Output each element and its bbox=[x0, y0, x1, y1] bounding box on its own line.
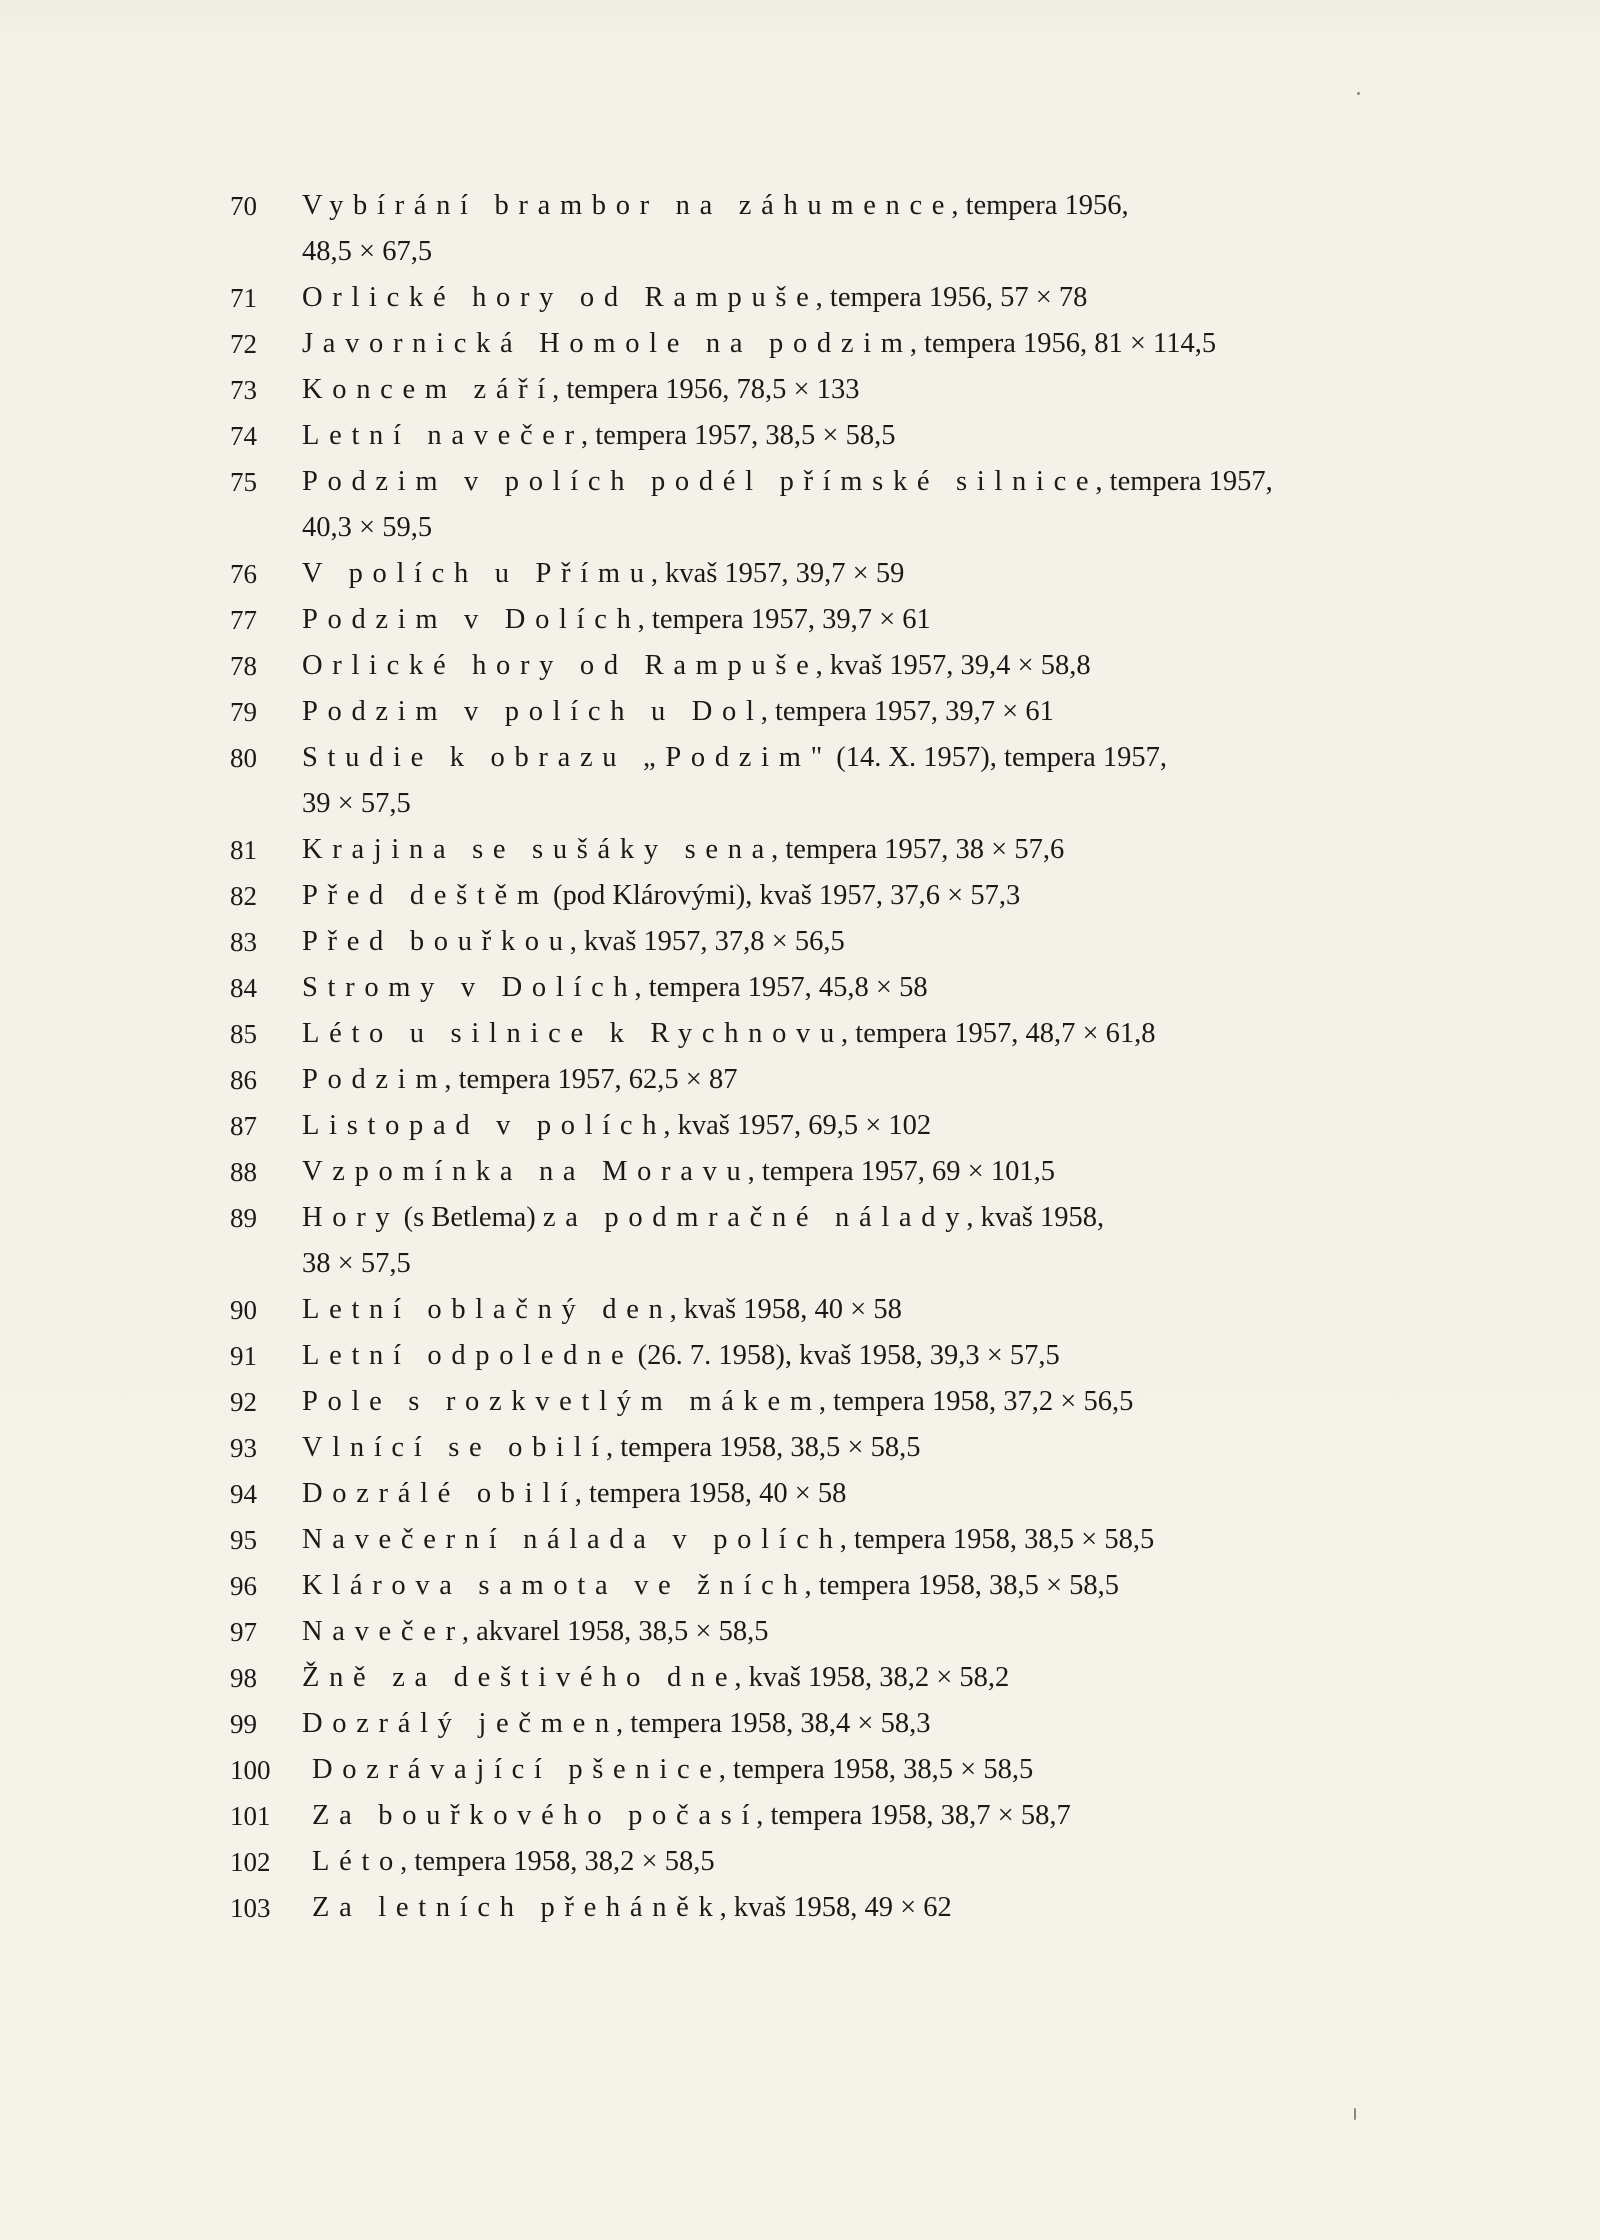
entry-text bbox=[230, 1885, 1380, 1931]
entry-title: Vlnící se obilí bbox=[302, 1432, 609, 1463]
entry-details: , tempera 1956, 81 × 114,5 bbox=[909, 328, 1217, 359]
entry-title: Léto u silnice k Rychnovu bbox=[302, 1018, 844, 1049]
entry-details: , tempera 1958, 38,2 × 58,5 bbox=[400, 1846, 715, 1877]
entry-number: 100 bbox=[230, 1755, 271, 1785]
entry-number: 97 bbox=[230, 1617, 257, 1647]
entry-details: , tempera 1957, 38,5 × 58,5 bbox=[581, 420, 896, 451]
entry-number: 82 bbox=[230, 881, 257, 911]
entry-dimensions-continued: 39 × 57,5 bbox=[302, 788, 411, 819]
entry-title: Podzim v polích podél přímské silnice bbox=[302, 466, 1099, 497]
entry-title: Listopad v polích bbox=[302, 1110, 667, 1141]
entry-number: 75 bbox=[230, 467, 257, 497]
entry-number: 94 bbox=[230, 1479, 257, 1509]
entry-details: , tempera 1957, 39,7 × 61 bbox=[760, 696, 1054, 727]
entry-text bbox=[230, 919, 1380, 965]
catalog-entry bbox=[230, 597, 1380, 643]
entry-title-rest: za podmračné nálady bbox=[542, 1202, 970, 1233]
entry-text bbox=[230, 275, 1380, 321]
entry-number: 73 bbox=[230, 375, 257, 405]
entry-text bbox=[230, 1287, 1380, 1333]
entry-details: , kvaš 1957, 69,5 × 102 bbox=[663, 1110, 932, 1141]
entry-number: 71 bbox=[230, 283, 257, 313]
entry-number: 99 bbox=[230, 1709, 257, 1739]
entry-title: Letní odpoledne bbox=[302, 1340, 634, 1371]
entry-details: , tempera 1957, 48,7 × 61,8 bbox=[841, 1018, 1156, 1049]
entry-details: , tempera 1956, 78,5 × 133 bbox=[552, 374, 860, 405]
entry-text bbox=[230, 1747, 1380, 1793]
entry-text bbox=[230, 643, 1380, 689]
entry-number: 87 bbox=[230, 1111, 257, 1141]
catalog-entry bbox=[230, 1517, 1380, 1563]
entry-title: Pole s rozkvetlým mákem bbox=[302, 1386, 822, 1417]
entry-number: 93 bbox=[230, 1433, 257, 1463]
catalog-entry bbox=[230, 459, 1380, 551]
catalog-entry bbox=[230, 689, 1380, 735]
entry-title: Žně za deštivého dne bbox=[302, 1662, 738, 1693]
catalog-entry bbox=[230, 1149, 1380, 1195]
entry-dimensions-continued: 48,5 × 67,5 bbox=[302, 236, 433, 267]
entry-title: Krajina se sušáky sena bbox=[302, 834, 774, 865]
entry-title: Studie k obrazu „Podzim" bbox=[302, 742, 832, 773]
entry-text bbox=[230, 1103, 1380, 1149]
entry-number: 95 bbox=[230, 1525, 257, 1555]
catalog-entry bbox=[230, 1103, 1380, 1149]
entry-number: 103 bbox=[230, 1893, 271, 1923]
catalog-entry bbox=[230, 1425, 1380, 1471]
entry-text bbox=[230, 1517, 1380, 1563]
entry-details: , kvaš 1957, 39,4 × 58,8 bbox=[815, 650, 1091, 681]
entry-text bbox=[230, 597, 1380, 643]
entry-details: , tempera 1958, 37,2 × 56,5 bbox=[818, 1386, 1134, 1417]
entry-number: 80 bbox=[230, 743, 257, 773]
entry-text bbox=[230, 367, 1380, 413]
entry-title: Vzpomínka na Moravu bbox=[302, 1156, 751, 1187]
entry-title: Dozrávající pšenice bbox=[312, 1754, 722, 1785]
entry-details: , tempera 1956, 57 × 78 bbox=[815, 282, 1088, 313]
entry-number: 74 bbox=[230, 421, 257, 451]
entry-details: , kvaš 1958, 38,2 × 58,2 bbox=[734, 1662, 1010, 1693]
entry-title: Dozrálé obilí bbox=[302, 1478, 578, 1509]
entry-text bbox=[230, 1195, 1380, 1241]
entry-text bbox=[230, 413, 1380, 459]
entry-details: , tempera 1957, bbox=[1095, 466, 1273, 497]
artwork-catalog-list bbox=[230, 183, 1380, 1931]
entry-text bbox=[230, 183, 1380, 229]
catalog-entry bbox=[230, 1471, 1380, 1517]
catalog-entry bbox=[230, 1609, 1380, 1655]
entry-text bbox=[230, 1839, 1380, 1885]
catalog-entry bbox=[230, 1701, 1380, 1747]
entry-details: , kvaš 1958, bbox=[966, 1202, 1105, 1233]
entry-title: Hory bbox=[302, 1202, 400, 1233]
catalog-entry bbox=[230, 1655, 1380, 1701]
catalog-entry bbox=[230, 1195, 1380, 1287]
entry-dimensions-continued: 40,3 × 59,5 bbox=[302, 512, 433, 543]
catalog-entry bbox=[230, 1793, 1380, 1839]
entry-text bbox=[230, 1701, 1380, 1747]
catalog-entry bbox=[230, 1379, 1380, 1425]
entry-text bbox=[230, 1471, 1380, 1517]
entry-title: V polích u Přímu bbox=[302, 558, 654, 589]
entry-number: 78 bbox=[230, 651, 257, 681]
entry-number: 90 bbox=[230, 1295, 257, 1325]
entry-title: Klárova samota ve žních bbox=[302, 1570, 808, 1601]
entry-details: , tempera 1956, bbox=[951, 190, 1129, 221]
catalog-entry bbox=[230, 965, 1380, 1011]
catalog-entry bbox=[230, 1333, 1380, 1379]
entry-number: 85 bbox=[230, 1019, 257, 1049]
catalog-entry bbox=[230, 1885, 1380, 1931]
entry-details: , tempera 1958, 38,5 × 58,5 bbox=[839, 1524, 1155, 1555]
entry-details: (26. 7. 1958), kvaš 1958, 39,3 × 57,5 bbox=[630, 1340, 1060, 1371]
entry-text bbox=[230, 1425, 1380, 1471]
entry-number: 101 bbox=[230, 1801, 271, 1831]
catalog-entry bbox=[230, 551, 1380, 597]
catalog-entry bbox=[230, 735, 1380, 827]
entry-title: Za bouřkového počasí bbox=[312, 1800, 760, 1831]
entry-number: 76 bbox=[230, 559, 257, 589]
catalog-entry bbox=[230, 1057, 1380, 1103]
entry-number: 79 bbox=[230, 697, 257, 727]
catalog-entry bbox=[230, 1747, 1380, 1793]
catalog-entry bbox=[230, 413, 1380, 459]
entry-title: Podzim v polích u Dol bbox=[302, 696, 764, 727]
entry-text bbox=[230, 1655, 1380, 1701]
entry-number: 81 bbox=[230, 835, 257, 865]
entry-text bbox=[230, 1149, 1380, 1195]
entry-title: Koncem září bbox=[302, 374, 555, 405]
entry-title: Za letních přeháněk bbox=[312, 1892, 723, 1923]
entry-text bbox=[230, 1793, 1380, 1839]
entry-details: , tempera 1958, 38,5 × 58,5 bbox=[606, 1432, 921, 1463]
entry-number: 77 bbox=[230, 605, 257, 635]
catalog-entry bbox=[230, 1011, 1380, 1057]
entry-text bbox=[230, 1563, 1380, 1609]
entry-details: , tempera 1957, 45,8 × 58 bbox=[634, 972, 928, 1003]
entry-dimensions-continued: 38 × 57,5 bbox=[302, 1248, 411, 1279]
entry-text bbox=[230, 1057, 1380, 1103]
entry-number: 98 bbox=[230, 1663, 257, 1693]
entry-text bbox=[230, 321, 1380, 367]
entry-details: , kvaš 1958, 40 × 58 bbox=[669, 1294, 902, 1325]
entry-title: Javornická Homole na podzim bbox=[302, 328, 913, 359]
entry-text bbox=[230, 827, 1380, 873]
entry-details: , tempera 1958, 38,5 × 58,5 bbox=[718, 1754, 1034, 1785]
entry-details: , kvaš 1958, 49 × 62 bbox=[719, 1892, 952, 1923]
catalog-entry bbox=[230, 873, 1380, 919]
catalog-entry bbox=[230, 1287, 1380, 1333]
entry-title: Vybírání brambor na záhumence bbox=[302, 190, 955, 221]
entry-title: Navečerní nálada v polích bbox=[302, 1524, 843, 1555]
catalog-entry bbox=[230, 1563, 1380, 1609]
entry-text bbox=[230, 873, 1380, 919]
entry-title: Před bouřkou bbox=[302, 926, 573, 957]
entry-title: Stromy v Dolích bbox=[302, 972, 638, 1003]
page-speck bbox=[1357, 92, 1360, 95]
entry-title: Letní navečer bbox=[302, 420, 584, 451]
entry-title: Podzim bbox=[302, 1064, 448, 1095]
entry-details: , tempera 1957, 69 × 101,5 bbox=[747, 1156, 1055, 1187]
entry-details: , akvarel 1958, 38,5 × 58,5 bbox=[461, 1616, 769, 1647]
entry-title: Podzim v Dolích bbox=[302, 604, 641, 635]
entry-details: (pod Klárovými), kvaš 1957, 37,6 × 57,3 bbox=[545, 880, 1021, 911]
catalog-entry bbox=[230, 919, 1380, 965]
entry-title: Orlické hory od Rampuše bbox=[302, 282, 819, 313]
page-speck bbox=[1354, 2108, 1356, 2120]
entry-title: Dozrálý ječmen bbox=[302, 1708, 619, 1739]
entry-text bbox=[230, 551, 1380, 597]
entry-text bbox=[230, 735, 1380, 781]
catalog-entry bbox=[230, 643, 1380, 689]
entry-details: , tempera 1957, 39,7 × 61 bbox=[637, 604, 931, 635]
entry-title: Léto bbox=[312, 1846, 403, 1877]
entry-details: , tempera 1958, 40 × 58 bbox=[574, 1478, 847, 1509]
entry-details: , tempera 1957, 38 × 57,6 bbox=[771, 834, 1065, 865]
entry-details: , tempera 1958, 38,5 × 58,5 bbox=[804, 1570, 1120, 1601]
entry-number: 92 bbox=[230, 1387, 257, 1417]
entry-text bbox=[230, 1379, 1380, 1425]
entry-details: , kvaš 1957, 37,8 × 56,5 bbox=[569, 926, 845, 957]
entry-details: , tempera 1958, 38,4 × 58,3 bbox=[616, 1708, 931, 1739]
catalog-entry bbox=[230, 367, 1380, 413]
entry-title: Orlické hory od Rampuše bbox=[302, 650, 819, 681]
entry-text bbox=[230, 1011, 1380, 1057]
entry-title: Navečer bbox=[302, 1616, 465, 1647]
entry-text bbox=[230, 1333, 1380, 1379]
entry-number: 72 bbox=[230, 329, 257, 359]
catalog-entry bbox=[230, 183, 1380, 275]
entry-text bbox=[230, 689, 1380, 735]
entry-number: 102 bbox=[230, 1847, 271, 1877]
entry-text bbox=[230, 459, 1380, 505]
entry-details: , tempera 1958, 38,7 × 58,7 bbox=[756, 1800, 1071, 1831]
entry-number: 89 bbox=[230, 1203, 257, 1233]
entry-details: , kvaš 1957, 39,7 × 59 bbox=[650, 558, 905, 589]
catalog-entry bbox=[230, 827, 1380, 873]
entry-number: 88 bbox=[230, 1157, 257, 1187]
entry-title: Před deštěm bbox=[302, 880, 549, 911]
entry-number: 96 bbox=[230, 1571, 257, 1601]
entry-number: 86 bbox=[230, 1065, 257, 1095]
catalog-entry bbox=[230, 1839, 1380, 1885]
catalog-entry bbox=[230, 321, 1380, 367]
entry-text bbox=[230, 1609, 1380, 1655]
catalog-entry bbox=[230, 275, 1380, 321]
entry-text bbox=[230, 965, 1380, 1011]
entry-number: 70 bbox=[230, 191, 257, 221]
entry-details: (14. X. 1957), tempera 1957, bbox=[829, 742, 1168, 773]
entry-number: 91 bbox=[230, 1341, 257, 1371]
entry-number: 83 bbox=[230, 927, 257, 957]
entry-title: Letní oblačný den bbox=[302, 1294, 673, 1325]
entry-details: , tempera 1957, 62,5 × 87 bbox=[444, 1064, 738, 1095]
entry-number: 84 bbox=[230, 973, 257, 1003]
entry-title-note: (s Betlema) bbox=[396, 1202, 543, 1233]
